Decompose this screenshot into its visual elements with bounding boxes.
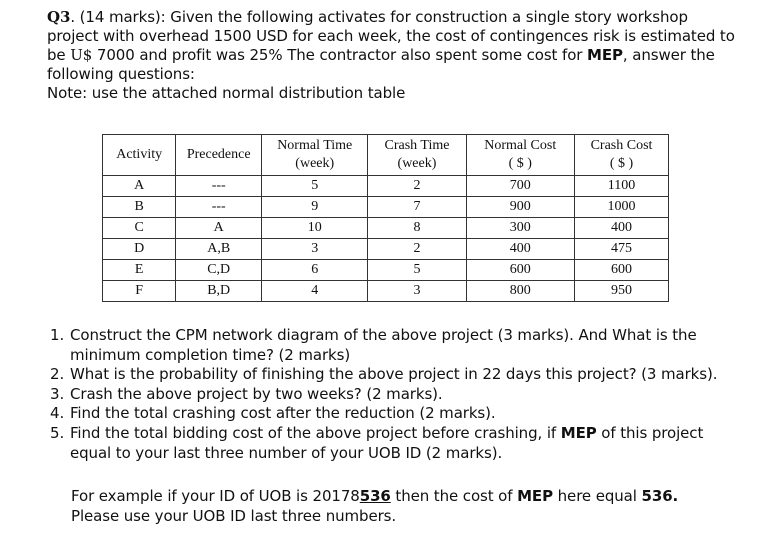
cell-normal-cost: 700 <box>466 176 574 197</box>
cell-precedence: A <box>176 218 262 239</box>
question-item-number: 3. <box>50 384 65 403</box>
cell-crash-time: 7 <box>368 197 466 218</box>
cell-normal-time: 4 <box>262 281 368 302</box>
cell-normal-time: 5 <box>262 176 368 197</box>
cell-crash-cost: 950 <box>574 281 668 302</box>
question-item-text: Find the total bidding cost of the above project before crashing, if MEP of this project equal to your last three number of your UOB ID (2 marks). <box>70 423 704 462</box>
mep-value: 536. <box>641 487 679 505</box>
question-text-after-currency: 7000 and profit was 25% The contractor also spent some cost for <box>92 46 588 64</box>
question-note: Note: use the attached normal distribution table <box>47 84 406 102</box>
cell-normal-cost: 400 <box>466 239 574 260</box>
question-item-text: Crash the above project by two weeks? (2 marks). <box>70 384 443 403</box>
mep-term: MEP <box>587 46 623 64</box>
header-crash-cost: Crash Cost ( $ ) <box>574 135 668 176</box>
header-normal-time: Normal Time (week) <box>262 135 368 176</box>
question-intro <box>47 8 737 103</box>
question-item-number: 2. <box>50 365 65 384</box>
example-line-2: Please use your UOB ID last three numbers. <box>71 507 397 525</box>
cell-crash-cost: 400 <box>574 218 668 239</box>
question-number: Q3 <box>47 8 71 26</box>
table-row <box>103 197 669 218</box>
cell-precedence: C,D <box>176 260 262 281</box>
cell-crash-cost: 475 <box>574 239 668 260</box>
list-item <box>50 404 730 424</box>
question-item-number: 4. <box>50 404 65 423</box>
question-item-text: Find the total crashing cost after the reduction (2 marks). <box>70 404 496 423</box>
table-row <box>103 176 669 197</box>
table-row <box>103 260 669 281</box>
cell-normal-cost: 800 <box>466 281 574 302</box>
cell-crash-cost: 1100 <box>574 176 668 197</box>
mep-term: MEP <box>517 487 553 505</box>
cell-crash-time: 3 <box>368 281 466 302</box>
questions-list <box>50 326 730 463</box>
cell-crash-time: 8 <box>368 218 466 239</box>
question-statement <box>47 8 737 84</box>
question-item-number: 1. <box>50 326 65 344</box>
cell-normal-cost: 300 <box>466 218 574 239</box>
question-item-number: 5. <box>50 423 65 442</box>
cell-crash-cost: 600 <box>574 260 668 281</box>
cell-crash-time: 2 <box>368 239 466 260</box>
table-header-row <box>103 135 669 176</box>
list-item <box>50 326 730 365</box>
id-digits-underlined: 536 <box>359 487 391 505</box>
cell-activity: E <box>103 260 176 281</box>
cell-activity: D <box>103 239 176 260</box>
list-item <box>50 424 730 463</box>
header-crash-time: Crash Time (week) <box>368 135 466 176</box>
cell-precedence: B,D <box>176 281 262 302</box>
header-normal-cost: Normal Cost ( $ ) <box>466 135 574 176</box>
cell-normal-time: 9 <box>262 197 368 218</box>
cell-activity: F <box>103 281 176 302</box>
currency-symbol: U$ <box>70 46 93 64</box>
cell-normal-time: 3 <box>262 239 368 260</box>
cell-crash-cost: 1000 <box>574 197 668 218</box>
question-text-end: , answer the following questions: <box>47 46 715 83</box>
cell-crash-time: 5 <box>368 260 466 281</box>
cell-normal-cost: 900 <box>466 197 574 218</box>
cell-normal-cost: 600 <box>466 260 574 281</box>
header-precedence: Precedence <box>176 135 262 176</box>
cell-precedence: --- <box>176 176 262 197</box>
table-row <box>103 239 669 260</box>
cell-normal-time: 10 <box>262 218 368 239</box>
cell-activity: B <box>103 197 176 218</box>
cell-activity: A <box>103 176 176 197</box>
list-item <box>50 385 730 405</box>
cell-normal-time: 6 <box>262 260 368 281</box>
table-row <box>103 281 669 302</box>
cell-precedence: --- <box>176 197 262 218</box>
example-note <box>71 486 731 526</box>
cell-crash-time: 2 <box>368 176 466 197</box>
cell-precedence: A,B <box>176 239 262 260</box>
list-item <box>50 365 730 385</box>
table-row <box>103 218 669 239</box>
example-line-1: For example if your ID of UOB is 20178536 then the cost of MEP here equal 536. <box>71 487 679 505</box>
question-marks-text: . (14 marks): Given the following activates for construction a single story workshop project with overhead 1500 USD for each week, the cost of contingences risk is estimated to be <box>47 8 735 64</box>
mep-term: MEP <box>560 423 597 442</box>
question-item-text: What is the probability of finishing the above project in 22 days this project? (3 marks). <box>70 365 718 384</box>
header-activity: Activity <box>103 135 176 176</box>
cell-activity: C <box>103 218 176 239</box>
question-item-text: Construct the CPM network diagram of the above project (3 marks). And What is the minimum completion time? (2 marks) <box>70 326 697 364</box>
activity-table <box>102 134 669 302</box>
